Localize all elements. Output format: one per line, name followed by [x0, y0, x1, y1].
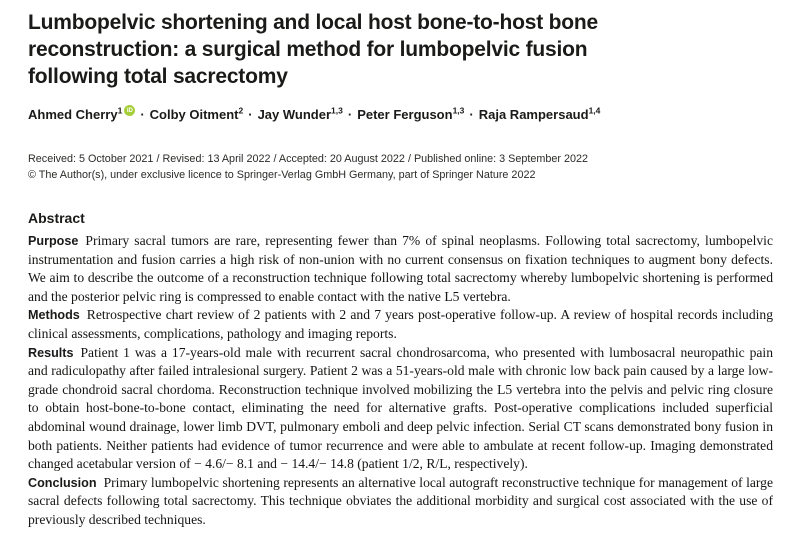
abstract-section-purpose — [28, 232, 773, 306]
author-separator: · — [248, 107, 253, 122]
section-label-purpose: Purpose — [28, 234, 79, 248]
author-affiliation-sup: 1,3 — [452, 105, 465, 116]
author-name: Peter Ferguson — [357, 107, 453, 122]
abstract-section-methods — [28, 306, 773, 343]
section-text-purpose: Primary sacral tumors are rare, representing fewer than 7% of spinal neoplasms. Following total sacrectomy, lumbopelvic instrumentation and fusion carries a high risk of non-union with no current consensus on fixation techniques to augment bony defects. We aim to describe the outcome of a reconstruction technique following total sacrectomy whereby lumbopelvic shortening is performed and the posterior pelvic ring is compressed to enable contact with the native L5 vertebra. — [28, 233, 773, 304]
paper-title — [28, 9, 773, 90]
section-text-methods: Retrospective chart review of 2 patients with 2 and 7 years post-operative follow-up. A review of hospital records including clinical assessments, complications, pathology and imaging reports. — [28, 307, 773, 341]
author-name: Jay Wunder — [257, 107, 332, 122]
author-name: Ahmed Cherry — [28, 107, 118, 122]
author-separator: · — [347, 107, 353, 122]
section-label-methods: Methods — [28, 308, 80, 323]
abstract-section-results — [28, 344, 773, 474]
section-text-conclusion: Primary lumbopelvic shortening represents an alternative local autograft reconstructive technique for management of large sacral defects following total sacrectomy. This technique obviates the additional morbidity and surgical cost associated with the use of previously described techniques. — [28, 474, 773, 527]
section-label-results: Results — [28, 345, 74, 360]
paper-title-line-3: following total sacrectomy — [28, 65, 288, 88]
section-label-conclusion: Conclusion — [28, 475, 97, 490]
section-text-results: Patient 1 was a 17-years-old male with recurrent sacral chondrosarcoma, who presented with lumbosacral neuropathic pain and radiculopathy after failed intralesional surgery. Patient 2 was a 51-years-old male with chronic low back pain caused by a large low-grade chondroid sacral chordoma. Reconstruction technique involved mobilizing the L5 vertebra into the pelvis and pelvic ring closure to obtain host-bone-to-bone contact, eliminating the need for alternative grafts. Post-operative complications included superficial abdominal wound drainage, lower limb DVT, pulmonary emboli and deep pelvic infection. Serial CT scans demonstrated bony fusion in both patients. Neither patients had evidence of tumor recurrence and were able to ambulate at recent follow-up. Imaging demonstrated changed acetabular version of − 4.6/− 8.1 and − 14.4/− 14.8 (patient 1/2, R/L, respectively). — [28, 344, 773, 472]
abstract-body — [28, 232, 773, 530]
author-name: Colby Oitment — [149, 107, 239, 122]
author-separator: · — [469, 107, 474, 122]
author-affiliation-sup: 1,4 — [588, 105, 601, 116]
author-jay-wunder — [258, 107, 343, 122]
paper-title-line-2: reconstruction: a surgical method for lumbopelvic fusion — [28, 38, 588, 61]
history-dates-line: Received: 5 October 2021 / Revised: 13 April 2022 / Accepted: 20 August 2022 / Published online: 3 September 2022 — [28, 153, 589, 165]
paper-title-line-1: Lumbopelvic shortening and local host bone-to-host bone — [28, 11, 598, 34]
author-affiliation-sup: 1,3 — [331, 105, 343, 116]
author-colby-oitment — [150, 107, 244, 122]
author-raja-rampersaud — [479, 107, 601, 122]
copyright-line: © The Author(s), under exclusive licence to Springer-Verlag GmbH Germany, part of Springer Nature 2022 — [28, 168, 536, 181]
author-affiliation-sup: 2 — [238, 105, 244, 116]
author-list — [28, 107, 773, 122]
author-name: Raja Rampersaud — [478, 107, 589, 122]
author-affiliation-sup: 1 — [117, 105, 123, 116]
orcid-icon[interactable]: iD — [124, 105, 135, 116]
author-ahmed-cherry — [28, 107, 122, 122]
abstract-heading: Abstract — [28, 210, 85, 226]
abstract-section-conclusion — [28, 474, 773, 530]
article-history — [28, 152, 773, 183]
author-separator: · — [140, 107, 145, 122]
author-peter-ferguson — [357, 107, 464, 122]
